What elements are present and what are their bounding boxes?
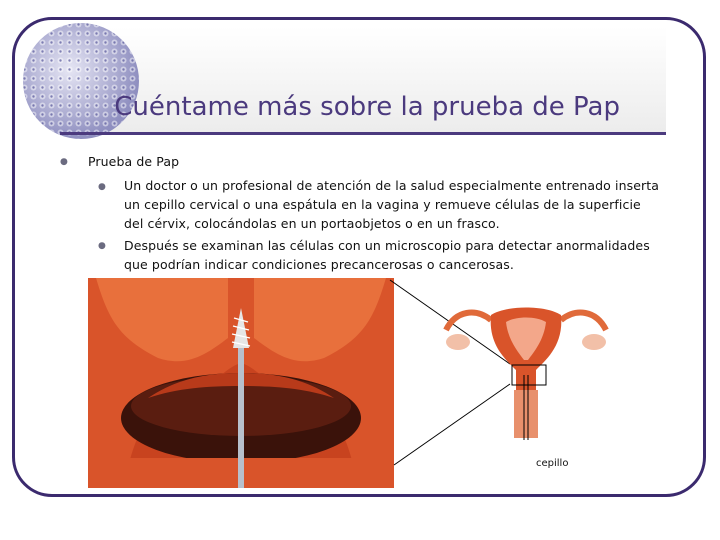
uterus-diagram bbox=[436, 290, 616, 440]
bullet-level1: Prueba de Pap bbox=[88, 154, 180, 169]
bullet-level2-procedure: Un doctor o un profesional de atención de la salud especialmente entrenado inserta un cepillo cervical o una espátula en la vagina y remueve células de la superficie del cérvix, colocándolas en un portaobjetos o en un frasco. bbox=[124, 178, 660, 231]
bullet-icon: ● bbox=[98, 241, 106, 251]
virus-illustration bbox=[20, 20, 142, 142]
bullet-icon: ● bbox=[98, 182, 106, 192]
diagram-label-cepillo: cepillo bbox=[536, 458, 569, 469]
slide-title: Cuéntame más sobre la prueba de Pap bbox=[114, 92, 620, 122]
bullet-icon: ● bbox=[60, 157, 68, 167]
cervix-closeup-image bbox=[88, 278, 394, 488]
bullet-level2-exam: Después se examinan las células con un microscopio para detectar anormalidades que podrían indicar condiciones precancerosas o cancerosas. bbox=[124, 238, 650, 272]
title-underline bbox=[60, 132, 666, 135]
